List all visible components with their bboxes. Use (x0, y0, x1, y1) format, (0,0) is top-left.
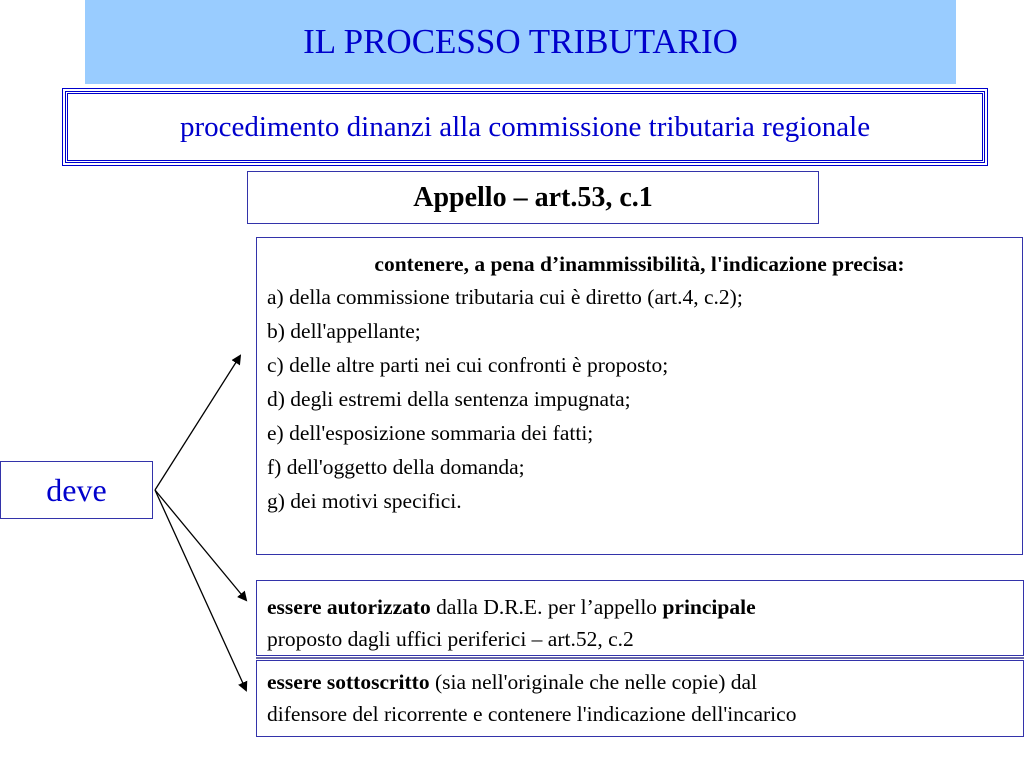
requirement-item: e) dell'esposizione sommaria dei fatti; (267, 421, 594, 445)
signature-text: (sia nell'originale che nelle copie) dal (429, 670, 758, 694)
authorization-bold-1: essere autorizzato (267, 595, 431, 619)
signature-bold: essere sottoscritto (267, 670, 430, 694)
requirement-item: c) delle altre parti nei cui confronti è proposto; (267, 353, 669, 377)
authorization-text-1: dalla D.R.E. per l’appello (430, 595, 663, 619)
subtitle: procedimento dinanzi alla commissione tributaria regionale (179, 110, 871, 143)
appello-heading: Appello – art.53, c.1 (247, 171, 819, 224)
requirements-heading: contenere, a pena d’inammissibilità, l'indicazione precisa: (374, 252, 905, 276)
requirement-item: g) dei motivi specifici. (267, 489, 462, 513)
requirement-item: d) degli estremi della sentenza impugnata; (267, 387, 631, 411)
arrow-to-requirements (155, 356, 240, 490)
requirement-item: a) della commissione tributaria cui è diretto (art.4, c.2); (267, 285, 743, 309)
signature-line-2: difensore del ricorrente e contenere l'indicazione dell'incarico (267, 702, 797, 726)
deve-box: deve (0, 461, 153, 519)
authorization-bold-2: principale (662, 595, 756, 619)
requirement-item: f) dell'oggetto della domanda; (267, 455, 525, 479)
authorization-line-2: proposto dagli uffici periferici – art.52, c.2 (267, 627, 634, 651)
requirement-item: b) dell'appellante; (267, 319, 421, 343)
page-title: IL PROCESSO TRIBUTARIO (303, 22, 738, 61)
arrow-to-signature (155, 490, 246, 690)
arrow-to-authorization (155, 490, 246, 600)
